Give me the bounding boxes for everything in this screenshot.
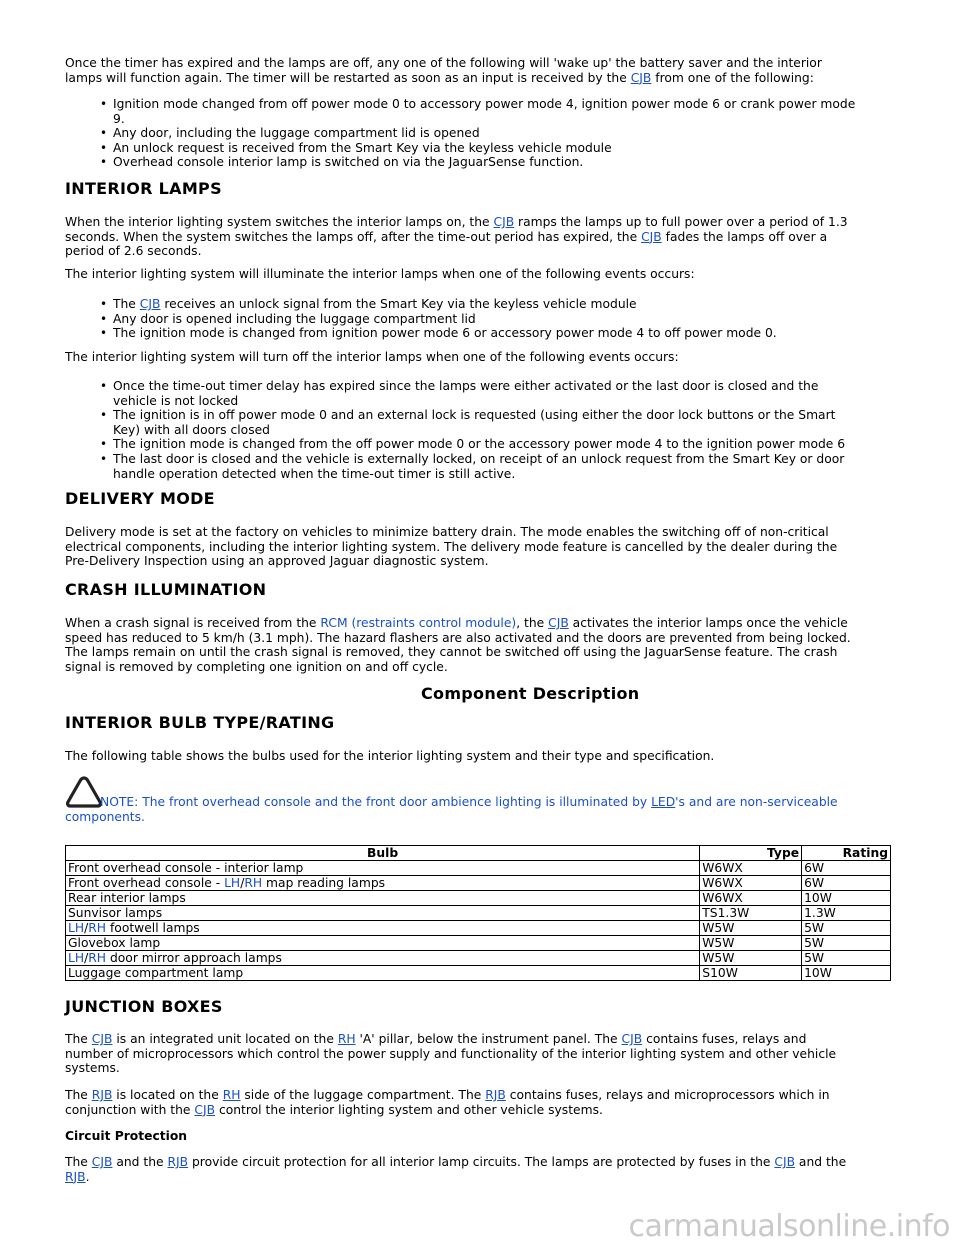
text: seconds. When the system switches the lamps off, after the time-out period has expired, the [65,229,642,244]
text: control the interior lighting system and other vehicle systems. [215,1102,603,1117]
text: The [65,1032,92,1046]
turn-off-list [113,379,893,481]
heading-component-description: Component Description [421,684,640,703]
table-row [66,891,891,906]
text: Pre-Delivery Inspection using an approved Jaguar diagnostic system. [65,554,489,569]
text: signal is removed by completing one ignition on and off cycle. [65,659,448,674]
cjb-link[interactable]: CJB [139,297,161,311]
text: Once the time-out timer delay has expired since the lamps were either activated or the last door is closed and the [113,379,819,393]
text: activates the interior lamps once the vehicle [568,616,848,630]
note-text: 's and are non-serviceable [675,795,838,809]
cell-rating: 5W [802,951,891,966]
cell-type: TS1.3W [700,906,802,921]
rjb-link[interactable]: RJB [65,1169,86,1184]
list-item [113,379,893,408]
list-item [113,297,893,312]
cell-bulb [66,876,700,891]
note-text: NOTE: The front overhead console and the front door ambience lighting is illuminated by [100,795,652,809]
rh-link[interactable]: RH [88,921,107,935]
table-row [66,861,891,876]
text: Delivery mode is set at the factory on vehicles to minimize battery drain. The mode enables the switching off of non-critical [65,525,829,539]
cell-text: / [84,951,89,965]
text: When a crash signal is received from the [65,616,321,630]
text: ramps the lamps up to full power over a period of 1.3 [514,215,848,229]
cell-text: / [240,876,245,890]
text: is an integrated unit located on the [112,1032,338,1046]
cjb-link[interactable]: CJB [621,1032,643,1046]
rjb-link[interactable]: RJB [167,1155,189,1169]
lh-link[interactable]: LH [68,921,85,935]
rcm-link[interactable]: RCM (restraints control module) [320,616,517,630]
text: number of microprocessors which control the power supply and functionality of the interior lighting system and other vehicle [65,1046,837,1061]
cjb-link[interactable]: CJB [630,70,652,85]
junction-paragraph-2 [65,1088,890,1117]
cell-type: W5W [700,921,802,936]
cell-text: / [84,921,89,935]
text: The [65,1155,92,1169]
text: and the [795,1155,847,1169]
illuminate-list [113,297,893,341]
text: The [113,297,140,311]
cjb-link[interactable]: CJB [774,1155,796,1169]
text: period of 2.6 seconds. [65,244,202,259]
text: side of the luggage compartment. The [240,1088,486,1102]
text: vehicle is not locked [113,393,239,408]
cell-text: Front overhead console - [68,876,225,890]
cell-bulb [66,921,700,936]
table-row [66,966,891,981]
text: electrical components, including the interior lighting system. The delivery mode feature is cancelled by the dealer during the [65,539,838,554]
note-text: components. [65,809,145,824]
bulb-table-intro: The following table shows the bulbs used for the interior lighting system and their type and specification. [65,749,715,763]
rh-link[interactable]: RH [222,1088,241,1102]
cell-bulb [66,936,700,951]
intro-line-2: lamps will function again. The timer will be restarted as soon as an input is received by the [65,70,631,85]
table-row [66,936,891,951]
text: The ignition mode is changed from the off power mode 0 or the accessory power mode 4 to the ignition power mode 6 [113,437,846,452]
circuit-protection-paragraph [65,1155,890,1184]
watermark: carmanualsonline.info [628,1209,950,1244]
heading-interior-bulb: INTERIOR BULB TYPE/RATING [65,713,335,732]
text: contains fuses, relays and microprocessors which in [505,1088,830,1102]
text: , the [516,616,549,630]
wake-up-list [113,97,893,170]
circuit-protection-heading: Circuit Protection [65,1129,188,1143]
table-row [66,921,891,936]
list-item [113,452,893,481]
delivery-paragraph [65,525,890,569]
text: and the [112,1155,168,1169]
text: fades the lamps off over a [661,229,828,244]
list-item-text: 9. [113,111,125,126]
cjb-link[interactable]: CJB [641,229,662,244]
list-item: • Any door is opened including the luggage compartment lid [113,312,893,327]
rjb-link[interactable]: RJB [485,1088,506,1102]
text: The ignition is in off power mode 0 and an external lock is requested (using either the door lock buttons or the Smart [113,408,836,423]
interior-lamps-paragraph [65,215,890,259]
table-row [66,951,891,966]
heading-crash-illumination: CRASH ILLUMINATION [65,580,267,599]
text: Key) with all doors closed [113,422,270,437]
table-row [66,876,891,891]
cell-text: map reading lamps [262,876,386,890]
text: 'A' pillar, below the instrument panel. The [355,1032,622,1046]
list-item [113,126,893,141]
table-row [66,906,891,921]
intro-line-1: Once the timer has expired and the lamps are off, any one of the following will 'wake up' the battery saver and the interior [65,56,822,70]
cjb-link[interactable]: CJB [91,1032,113,1046]
crash-paragraph [65,616,890,674]
rh-link[interactable]: RH [337,1032,356,1046]
cjb-link[interactable]: CJB [548,616,569,630]
intro-line-2-end: from one of the following: [651,70,814,85]
list-item [113,141,893,156]
cell-rating: 6W [802,876,891,891]
cell-bulb [66,891,700,906]
rh-link[interactable]: RH [244,876,263,890]
heading-delivery-mode: DELIVERY MODE [65,489,215,508]
list-item [113,97,893,126]
rjb-link[interactable]: RJB [91,1088,113,1102]
heading-interior-lamps: INTERIOR LAMPS [65,179,222,198]
cell-rating: 5W [802,936,891,951]
cell-text: footwell lamps [106,921,200,935]
text: The last door is closed and the vehicle is externally locked, on receipt of an unlock request from the Smart Key or door [113,451,845,466]
cell-bulb [66,966,700,981]
cell-rating: 6W [802,861,891,876]
text: When the interior lighting system switches the interior lamps on, the [65,215,494,229]
cell-text: Luggage compartment lamp [68,966,244,980]
cell-rating: 1.3W [802,906,891,921]
list-item [113,155,893,170]
text: handle operation detected when the time-out timer is still active. [113,466,516,481]
text: The [65,1088,92,1102]
list-item-text: An unlock request is received from the Smart Key via the keyless vehicle module [113,140,612,155]
cell-text: Glovebox lamp [68,936,161,950]
rh-link[interactable]: RH [88,951,107,965]
cell-text: Rear interior lamps [68,891,186,905]
table-header-row [66,846,891,861]
lh-link[interactable]: LH [68,951,85,965]
note-paragraph [65,795,890,824]
cell-bulb [66,861,700,876]
column-header-type: Type [700,846,802,861]
cjb-link[interactable]: CJB [493,215,515,229]
lh-link[interactable]: LH [224,876,241,890]
list-item-text: Ignition mode changed from off power mode 0 to accessory power mode 4, ignition power mode 6 or crank power mode [113,97,856,111]
text: contains fuses, relays and [642,1032,807,1046]
text: systems. [65,1061,120,1076]
cell-type: S10W [700,966,802,981]
illuminate-intro: The interior lighting system will illuminate the interior lamps when one of the following events occurs: [65,267,695,281]
cell-type: W5W [700,951,802,966]
column-header-rating: Rating [802,846,891,861]
list-item-text: Any door, including the luggage compartment lid is opened [113,126,480,141]
text: speed has reduced to 5 km/h (3.1 mph). The hazard flashers are also activated and the doors are prevented from being locked. [65,630,851,645]
cell-type: W6WX [700,876,802,891]
list-item [113,437,893,452]
text: receives an unlock signal from the Smart Key via the keyless vehicle module [160,297,637,311]
cell-type: W5W [700,936,802,951]
text: conjunction with the [65,1102,195,1117]
list-item [113,408,893,437]
list-item: • The ignition mode is changed from ignition power mode 6 or accessory power mode 4 to off power mode 0. [113,326,893,341]
text: provide circuit protection for all interior lamp circuits. The lamps are protected by fuses in the [188,1155,775,1169]
cell-text: Front overhead console - interior lamp [68,861,304,875]
bulb-table [65,845,891,981]
cjb-link[interactable]: CJB [91,1155,113,1169]
cell-bulb [66,951,700,966]
cell-type: W6WX [700,891,802,906]
led-link[interactable]: LED [651,795,676,809]
cell-type: W6WX [700,861,802,876]
turn-off-intro: The interior lighting system will turn off the interior lamps when one of the following events occurs: [65,350,679,364]
heading-junction-boxes: JUNCTION BOXES [65,997,223,1016]
text: . [85,1169,90,1184]
cjb-link[interactable]: CJB [194,1102,216,1117]
cell-rating: 5W [802,921,891,936]
list-item-text: Overhead console interior lamp is switched on via the JaguarSense function. [113,155,584,170]
cell-text: Sunvisor lamps [68,906,163,920]
cell-rating: 10W [802,891,891,906]
cell-bulb [66,906,700,921]
intro-paragraph [65,56,890,85]
junction-paragraph-1 [65,1032,890,1076]
text: The lamps remain on until the crash signal is removed, they cannot be switched off using the JaguarSense feature. The crash [65,645,838,660]
text: is located on the [112,1088,223,1102]
cell-rating: 10W [802,966,891,981]
column-header-bulb: Bulb [66,846,700,861]
cell-text: door mirror approach lamps [106,951,282,965]
